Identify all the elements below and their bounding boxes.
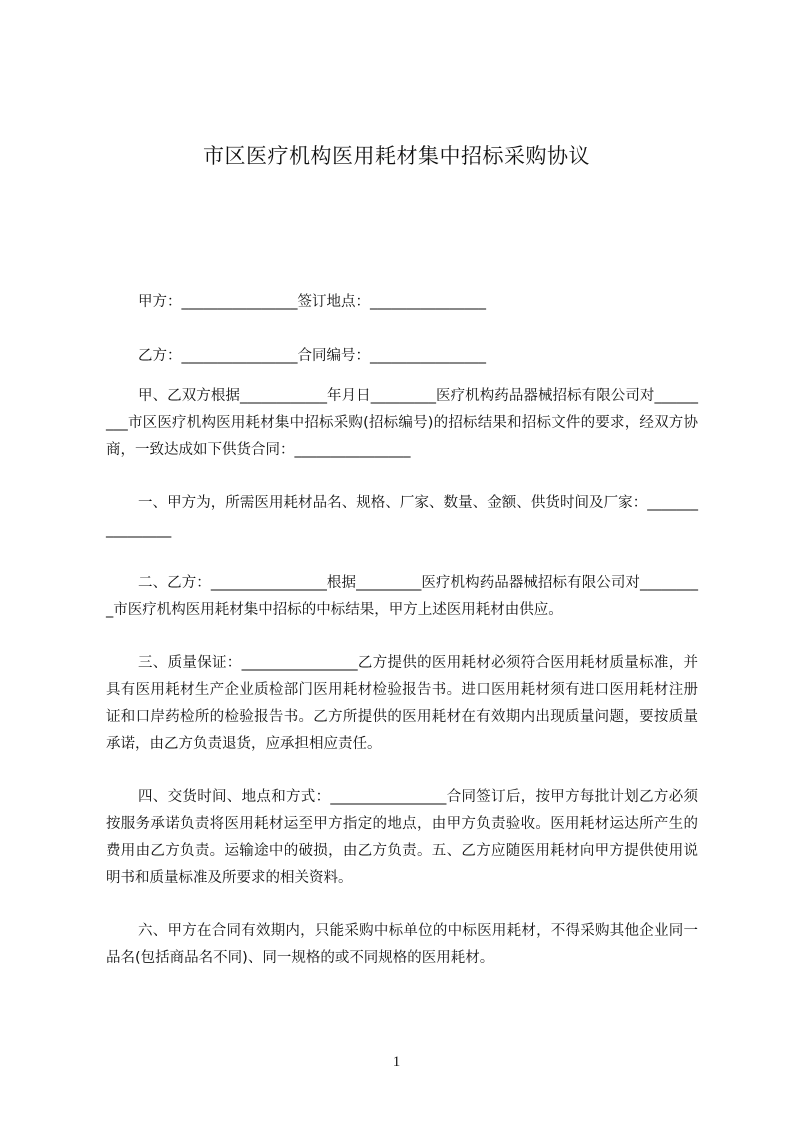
clause-3-paragraph: 三、质量保证：________________乙方提供的医用耗材必须符合医用耗材质量标准，并具有医用耗材生产企业质检部门医用耗材检验报告书。进口医用耗材须有进口医用耗材注册证和口岸药检所的检验报告书。乙方所提供的医用耗材在有效期内出现质量问题，要按质量承诺，由乙方负责退货，应承担相应责任。 bbox=[106, 655, 698, 752]
document-title: 市区医疗机构医用耗材集中招标采购协议 bbox=[203, 144, 590, 168]
page-number: 1 bbox=[392, 1054, 401, 1070]
clause-1-paragraph: 一、甲方为，所需医用耗材品名、规格、厂家、数量、金额、供货时间及厂家：________________ bbox=[106, 495, 698, 538]
clause-4-paragraph: 四、交货时间、地点和方式：________________合同签订后，按甲方每批计划乙方必须按服务承诺负责将医用耗材运至甲方指定的地点，由甲方负责验收。医用耗材运达所产生的费用由乙方负责。运输途中的破损，由乙方负责。五、乙方应随医用耗材向甲方提供使用说明书和质量标准及所要求的相关资料。 bbox=[106, 789, 698, 886]
party-a-line: 甲方：________________签订地点：________________ bbox=[138, 294, 486, 310]
clause-2-paragraph: 二、乙方：________________根据_________医疗机构药品器械招标有限公司对_________市医疗机构医用耗材集中招标的中标结果，甲方上述医用耗材由供应。 bbox=[106, 575, 698, 618]
party-b-line: 乙方：________________合同编号：________________ bbox=[138, 348, 486, 364]
intro-paragraph: 甲、乙双方根据____________年月日_________医疗机构药品器械招标有限公司对_________市区医疗机构医用耗材集中招标采购(招标编号)的招标结果和招标文件的要求，经双方协商，一致达成如下供货合同：________________ bbox=[106, 388, 698, 458]
clause-6-paragraph: 六、甲方在合同有效期内，只能采购中标单位的中标医用耗材，不得采购其他企业同一品名(包括商品名不同)、同一规格的或不同规格的医用耗材。 bbox=[106, 923, 698, 966]
